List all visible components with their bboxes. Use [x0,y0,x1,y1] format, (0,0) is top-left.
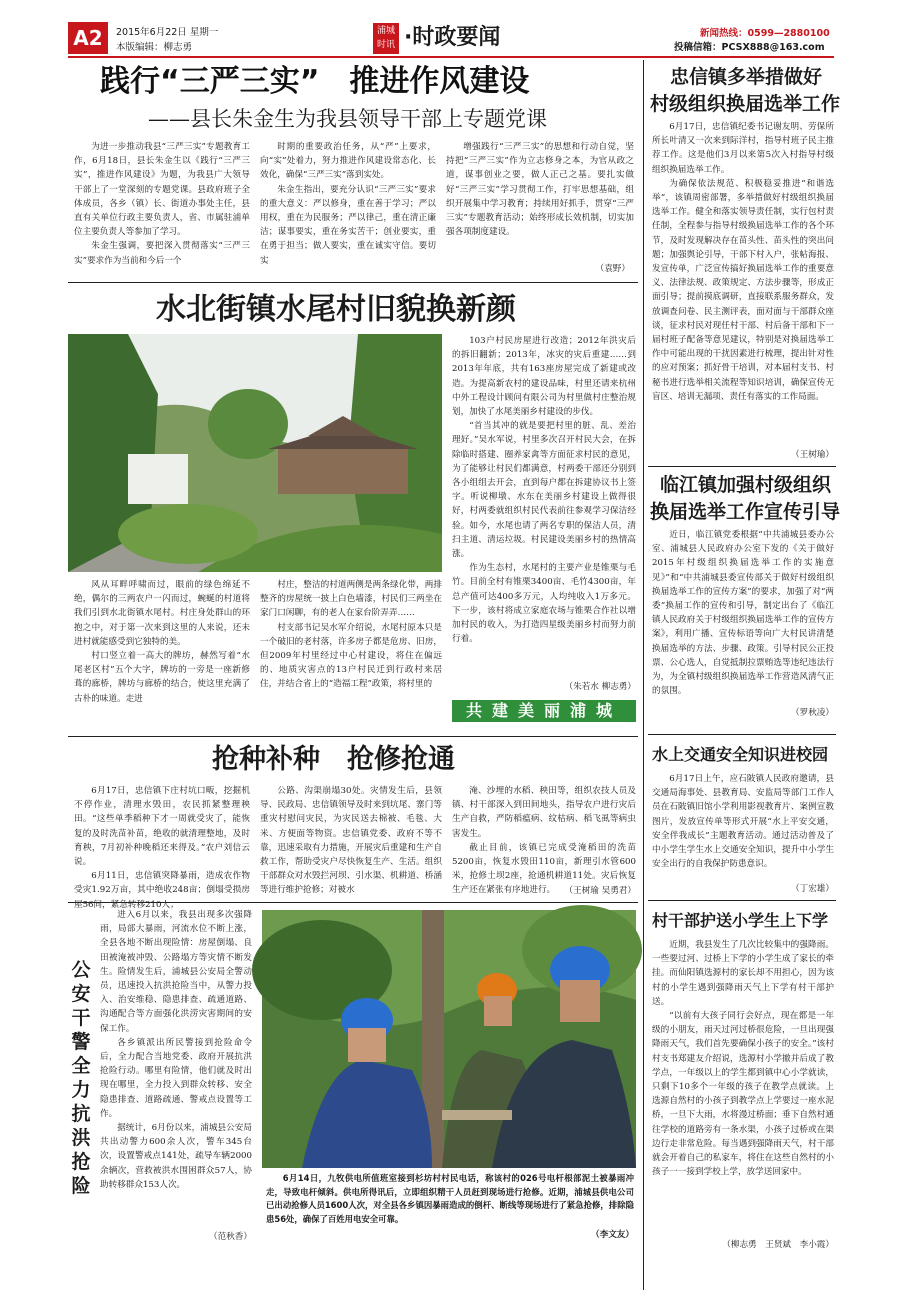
article4-credit: （罗秋凌） [791,708,834,718]
right-column-separator [643,60,644,1290]
page-number-badge: A2 [68,22,108,54]
repair-workers-illustration [262,910,636,1168]
section-badge: 浦城时讯 [373,23,399,54]
article3-title-line1: 忠信镇多举措做好 [670,66,823,88]
article2-column-2: 村庄，整洁的村道两侧是两条绿化带，两排整齐的房屋统一披上白色墙漆，村民们三两坐在家门口闲聊，有的老人在家台阶弄弄…… 村支部书记吴水军介绍说，水尾村原本只是一个破旧的老村落，许多房子都是危房、旧房，但2009年村里经过中心村建设，将住在偏远的、地质灾害点的13户村民迁到行政村来居住，并结合省上的“造福工程”政策，将村里的 [260,580,442,690]
article5-bottom-rule [68,902,638,903]
article6-credit: （丁宏雄） [791,884,834,894]
article1-subtitle: ——县长朱金生为我县领导干部上专题党课 [148,107,547,131]
section-title: ·时政要闻 [404,25,501,50]
repair-workers-photo [262,910,636,1168]
article5-title: 抢种补种 抢修抢通 [212,744,455,775]
article5-column-3: 淹、沙埋的水稻、秧田等，组织农技人员及镇、村干部深入到田间地头，指导农户进行灾后生产自救，严防稻瘟病、纹枯病、稻飞虱等病虫害发生。 截止目前，该镇已完成受淹稻田的洗苗5200亩，恢复水毁田110亩，新理引水管600米，抢修土坝2座，抢通机耕道11处。灾后恢复生产还在紧张有序地进行。 [452,786,636,896]
article2-title: 水北街镇水尾村旧貌换新颜 [156,292,516,327]
article3-credit: （王树瑜） [791,450,834,460]
village-photo-illustration [68,334,442,572]
article6-body: 6月17日上午，应石陂镇人民政府邀请，县交通局海事处、县教育局、安监局等部门工作人员在石陂镇旧馆小学利用影视教育片、案例宣教图片，发放宣传单等形式开展“水上平安交通，安全伴我成长”主题教育活动。通过活动普及了中小学生学生水上交通安全知识，提升中小学生安全出行的自我保护防患意识。 [652,774,834,870]
article1-column-2: 时期的重要政治任务，从“严”上要求，向“实”处着力，努力推进作风建设常态化、长效化，确保“三严三实”落到实处。 朱金生指出，要充分认识“三严三实”要求的重大意义：严以修身，重在善于学习；严以用权，重在为民服务；严以律己，重在清正廉洁；谋事要实，重在务实苦干；创业要实，重在勇于担当；做人要实，重在诚实守信。要切实 [260,142,436,266]
article3-bottom-rule [648,466,836,467]
article6-bottom-rule [648,900,836,901]
article1-column-3: 增强践行“三严三实”的思想和行动自觉，坚持把“三严三实”作为立志修身之本，为官从政之道，谋事创业之要，做人正己之基。要扎实做好“三严三实”学习贯彻工作，打牢思想基础，组织开展集中学习教育；持续用好抓手，贯穿“三严三实”专题教育活动；始终形成长效机制，切实加强各项制度建设。 [446,142,634,238]
village-photo [68,334,442,572]
article3-body: 6月17日，忠信镇纪委书记谢友明、劳保所所长叶清又一次来到际洋村，指导村班子民主推荐工作。这是他们3月以来第5次入村指导村级组织换届选举工作。 为确保依法规范、积极稳妥推进“和谐选举”，该镇周密部署，多举措做好村级组织换届选举工作。健全和落实领导责任制，实行包村责任制，全程参与指导村级换届选举工作的各个环节，及时发现解决存在苗头性、苗头性的突出问题；加强舆论引导，干部下村入户，张帖海报、发宣传单，广泛宣传搞好换届选举工作的重要意义、法律法规、政策规定、方法步骤等，形成正面引导；提前摸底调研，直接联系服务群众，发放调查问卷、民主测评表，面对面与干部群众座谈，征求村民对现任村干部、村后备干部和下一届村班子配备等意见建议，特别是对换届选举工作中可能出现的干扰因素进行梳理，提出针对性的应对预案；抓好骨干培训，对本届村支书、村秘书进行选举相关流程等知识培训，确保宣传无盲区、培训无漏项、责任有落实的工作局面。 [652,122,834,402]
article6-title: 水上交通安全知识进校园 [652,745,829,764]
submission-email: 投稿信箱：PCSX888@163.com [674,42,825,53]
article8-title: 村干部护送小学生上下学 [652,911,829,930]
article8-body: 近期，我县发生了几次比较集中的强降雨。一些要过河、过桥上下学的小学生成了家长的牵挂。而仙阳镇选源村的家长却不用担心，因为该村的小学生遇到强降雨天气上下学有村干部护送。 “以前有大孩子同行会好点，现在都是一年级的小朋友，雨天过河过桥很危险，一旦出现强降雨天气，我们首先要确保小孩子的安全。”该村村支书郑建友介绍说，选源村小学撤并后成了教学点，一年级以上的学生都到镇中心小学就读，只剩下10多个一年级的孩子在教学点就读。上选源自然村的小孩子到教学点上学要过一座水泥桥，一旦下大雨，水将漫过桥面；垂下自然村通往学校的道路旁有一条水渠，小孩子过桥或在渠边行走非常危险。每当遇到强降雨天气，村干部就会开着自己的私家车，将住在这些自然村的小孩子一一接到学校上学，放学送回家中。 [652,940,834,1178]
article4-body: 近日，临江镇党委根据“中共浦城县委办公室、浦城县人民政府办公室下发的《关于做好2015年村级组织换届选举工作的实施意见》”和“中共浦城县委宣传部关于做好村级组织换届选举工作的宣传方案”的要求，加强了对“两委”换届工作的宣传和引导，制定出台了《临江镇人民政府关于村级组织换届选举工作的宣传方案》，利用广播、宣传标语等向广大村民讲清楚换届选举的方法、步骤、政策。引导村民公正投票、公心选人，自觉抵制拉票贿选等违纪违法行为，为全镇村级组织换届选举工作营造风清气正的氛围。 [652,530,834,697]
photo2-credit: （李文友） [591,1230,634,1240]
beautiful-pucheng-banner: 共建美丽浦城 [452,700,636,722]
article7-credit: （范秋香） [209,1232,252,1242]
article1-credit: （袁野） [595,264,630,274]
article1-bottom-rule [68,282,638,283]
news-hotline: 新闻热线：0599—2880100 [700,28,830,39]
article1-title: 践行“三严三实” 推进作风建设 [100,64,530,99]
article5-column-1: 6月17日，忠信镇下庄村坑口畈，挖掘机不停作业，清理水毁田，农民抓紧整理秧田。“这些单季稻种下才一周就受灾了，能恢复的及时洗苗补苗，绝收的就清理整地，及时育秧，7月初补种晚稻还来得及。”农户刘信云说。 6月11日，忠信镇突降暴雨，造成农作物受灾1.92万亩，其中绝收248亩；倒塌受损房屋56间，紧急转移210人； [74,786,250,910]
article7-body: 进入6月以来，我县出现多次强降雨，局部大暴雨，河流水位不断上涨，全县各地不断出现险情：房屋倒塌、良田被淹被冲毁、公路塌方等灾情不断发生。险情发生后，浦城县公安局全警动员，迅速投入抗洪抢险当中，从警力投入、治安维稳、隐患排查、疏通道路、沟通配合等方面强化洪涝灾害期间的安保工作。 各乡镇派出所民警接到抢险命令后，全力配合当地党委、政府开展抗洪抢险行动。哪里有险情，他们就及时出现在哪里，全力投入到群众转移、安全隐患排查、道路疏通、警戒点设置等工作。 据统计，6月份以来，浦城县公安局共出动警力600余人次，警车345台次，设置警戒点141处，疏导车辆2000余辆次，营救被洪水围困群众57人，协助转移群众153人次。 [100,910,252,1190]
article4-bottom-rule [648,734,836,735]
article2-bottom-rule [68,736,638,737]
article7-title: 公安干警全力抗洪抢险 [71,959,91,1197]
page-editor: 本版编辑：柳志勇 [116,42,193,53]
issue-date: 2015年6月22日 星期一 [116,27,219,38]
article4-title-line1: 临江镇加强村级组织 [660,474,832,496]
article2-column-3: 103户村民房屋进行改造；2012年洪灾后的拆旧翻新；2013年，冰灾的灾后重建……到2013年年底，共有163座房屋完成了新建或改造。为提高新农村的建设品味，村里还请来杭州中外工程设计顾问有限公司为村里做村庄整治规划，加快了水尾美丽乡村建设的步伐。 “首当其冲的就是要把村里的脏、乱、差治理好。”吴水军说，村里多次召开村民大会，在拆除临时搭建、圈养家禽等方面征求村民的意见，为了能够让村民们都满意，村两委干部还分别到各小组组去开会，直到每户都在拆建协议书上签字。听说柳墩、水东在美丽乡村建设上做得很好，村两委就组织村民代表前往参观学习保洁经验。如今，水尾也请了两名专职的保洁人员，清扫主道、清运垃圾。村民建设美丽乡村的热情高涨。 作为生态村，水尾村的主要产业是锥栗与毛竹。目前全村有锥栗3400亩、毛竹4300亩，年总产值可达400多万元，人均纯收入1万多元。下一步，该村将成立家庭农场与锥栗合作社以增加村民的收入，为打造四星级美丽乡村而努力前行着。 [452,336,636,645]
article1-column-1: 为进一步推动我县“三严三实”专题教育工作，6月18日，县长朱金生以《践行“三严三实”，推进作风建设》为题，为我县广大领导干部上了一堂深刻的专题党课。县政府班子全体成员，各乡（镇）长、街道办事处主任，县直有关单位行政主要负责人，省、市属驻浦单位主要负责人等参加了学习。 朱金生强调，要把深入贯彻落实“三严三实”要求作为当前和今后一个 [74,142,250,266]
article2-credit: （朱若水 柳志勇） [564,682,636,692]
article5-column-2: 公路、沟渠崩塌30处。灾情发生后，县领导、民政局、忠信镇领导及时来到坑尾、寨门等重灾村慰问灾民，为灾民送去棉被、毛毯、大米、方便面等物资。忠信镇党委、政府不等不靠，迅速采取有力措施，开展灾后重建和生产自救工作，帮助受灾户尽快恢复生产、生活。组织干部群众对水毁拦河坝、引水渠、机耕道、桥涵等进行维护抢修；对被水 [260,786,442,896]
article4-title-line2: 换届选举工作宣传引导 [650,501,841,523]
article5-credit: （王树瑜 吴勇君） [564,886,636,896]
photo2-caption: 6月14日，九牧供电所值班室接到杉坊村村民电话，称该村的026号电杆根部泥土被暴雨冲走，导致电杆倾斜。供电所得讯后，立即组织精干人员赶到现场进行抢修。近期，浦城县供电公司已出动抢修人员1600人次，对全县各乡镇因暴雨造成的倒杆、断线等现场进行了紧急抢修，排除隐患56处，确保了百姓用电安全可靠。 [266,1173,634,1224]
header-rule [68,56,834,58]
article2-column-1: 风从耳畔呼啸而过，眼前的绿色绵延不绝，偶尔的三两农户一闪而过，蜿蜒的村道将我们引到水北街镇水尾村。村庄身处群山的环抱之中，对于第一次来到这里的人来说，还未进村就能感受到它独特的美。 村口竖立着一高大的牌坊，赫然写着“水尾老区村”五个大字，牌坊的一旁是一座新修葺的廊桥，牌坊与廊桥的结合，使这里充满了古朴的味道。走进 [74,580,250,704]
article3-title-line2: 村级组织换届选举工作 [650,93,841,115]
masthead [68,22,836,56]
article8-credit: （柳志勇 王贤斌 李小霞） [722,1240,834,1250]
